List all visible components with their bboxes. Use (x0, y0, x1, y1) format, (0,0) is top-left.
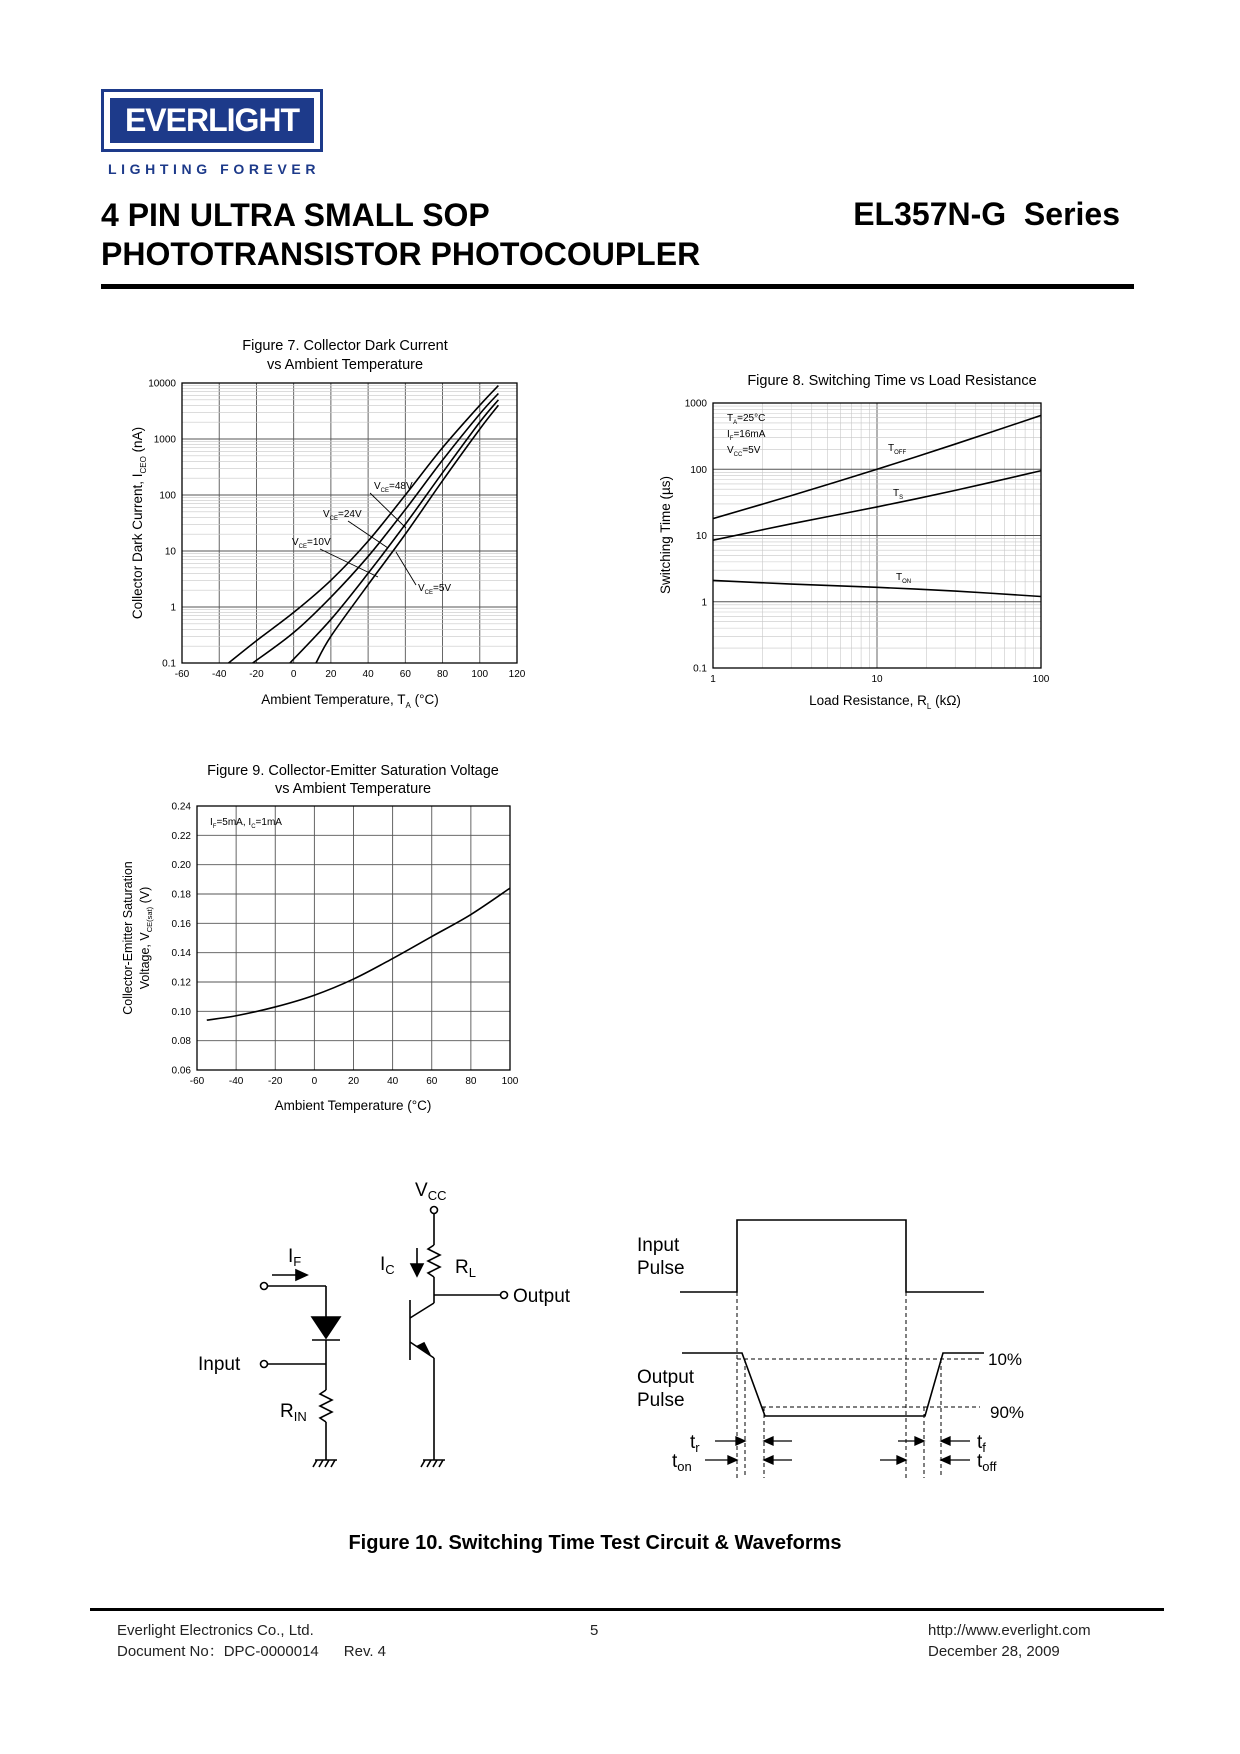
fig7-leader-10v (320, 549, 378, 577)
footer-page-number: 5 (590, 1622, 599, 1639)
footer-date: December 28, 2009 (928, 1643, 1060, 1660)
fig9-x-tick-label: 100 (501, 1076, 519, 1087)
timing-guides (737, 1292, 941, 1478)
figure-10-caption: Figure 10. Switching Time Test Circuit & Waveforms (348, 1532, 842, 1554)
fig9-title-2: vs Ambient Temperature (274, 781, 432, 797)
fig7-label-10v: $V_{CE}=10V$ (292, 537, 331, 550)
figure-9-chart (110, 755, 530, 1125)
footer-left (117, 1620, 386, 1662)
fig9-y-tick-label: 0.24 (171, 801, 191, 813)
output-pulse-label-2: Pulse (637, 1390, 685, 1411)
fig8-x-tick-label: 1 (710, 674, 716, 685)
fig8-title: Figure 8. Switching Time vs Load Resistance (747, 373, 1037, 389)
fig9-series-line-0 (207, 888, 510, 1020)
ton-label: $t_{on}$ (672, 1451, 692, 1474)
input-pulse-wave (680, 1220, 984, 1292)
ground-right (421, 1460, 445, 1467)
fig7-y-tick-label: 1000 (153, 434, 176, 446)
fig9-xlabel: Ambient Temperature (°C) (274, 1098, 432, 1113)
fig8-label-toff: $T_{OFF}$ (888, 443, 907, 456)
fig8-grid (713, 403, 1041, 668)
fig9-x-tick-label: 60 (426, 1076, 438, 1087)
fig7-title-2: vs Ambient Temperature (266, 357, 424, 373)
fig8-y-tick-label: 0.1 (693, 663, 707, 675)
fig8-y-tick-label: 1 (701, 597, 707, 609)
rin-label: $R_{IN}$ (280, 1401, 307, 1424)
ground-left (313, 1460, 337, 1467)
fig7-x-tick-label: 60 (399, 669, 411, 680)
rl-label: $R_L$ (455, 1257, 476, 1280)
fig7-label-24v: $V_{CE}=24V$ (323, 509, 362, 522)
series-name: EL357N-G Series (853, 196, 1120, 232)
level-10-label: 10% (988, 1350, 1023, 1369)
fig8-ylabel: Switching Time (µs) (658, 475, 673, 595)
title-line-2: PHOTOTRANSISTOR PHOTOCOUPLER (101, 236, 701, 272)
input-pulse-label-2: Pulse (637, 1258, 685, 1279)
fig7-y-ticks (148, 379, 176, 670)
fig9-title-1: Figure 9. Collector-Emitter Saturation Voltage (207, 763, 499, 779)
fig9-y-tick-label: 0.20 (171, 860, 191, 872)
rl-resistor (428, 1245, 440, 1277)
fig8-y-tick-label: 1000 (684, 398, 707, 410)
fig7-xlabel: Ambient Temperature, $T_A$ (°C) (261, 692, 439, 710)
fig9-ylabel-2: Voltage, $V_{CE(sat)}$ (V) (138, 886, 154, 990)
fig9-grid (197, 806, 510, 1070)
ic-arrow-head (411, 1264, 423, 1276)
output-terminal (501, 1292, 508, 1299)
fig8-x-ticks (710, 674, 1050, 685)
fig9-x-tick-label: -40 (228, 1076, 244, 1087)
fig9-x-tick-label: -20 (268, 1076, 283, 1087)
everlight-logo (101, 89, 323, 152)
input-terminal (261, 1361, 268, 1368)
fig8-y-tick-label: 100 (690, 464, 707, 476)
fig7-x-tick-label: 100 (471, 669, 489, 680)
fig8-y-ticks (685, 399, 708, 675)
fig7-x-tick-label: 20 (325, 669, 337, 680)
ic-label: $I_C$ (380, 1254, 395, 1277)
tf-label: $t_f$ (977, 1432, 986, 1455)
fig8-cond-ta: $T_A=25^\circ C$ (727, 413, 766, 426)
footer-right (928, 1620, 1091, 1662)
figure-10-diagram (180, 1160, 1060, 1500)
fig9-x-tick-label: 80 (465, 1076, 477, 1087)
if-terminal (261, 1283, 268, 1290)
fig9-x-tick-label: -60 (189, 1076, 205, 1087)
fig7-y-tick-label: 100 (159, 490, 176, 502)
footer-url: http://www.everlight.com (928, 1622, 1091, 1639)
fig9-y-tick-label: 0.22 (171, 830, 191, 842)
fig9-y-tick-label: 0.18 (171, 889, 191, 901)
fig7-label-5v: $V_{CE}=5V$ (418, 583, 452, 596)
fig7-leader-48v (370, 493, 406, 528)
fig7-x-tick-label: 80 (436, 669, 449, 680)
fig9-x-tick-label: 40 (387, 1076, 399, 1087)
fig7-x-tick-label: -60 (174, 669, 190, 680)
fig9-y-tick-label: 0.14 (171, 948, 191, 960)
toff-label: $t_{off}$ (977, 1451, 997, 1474)
logo-text: EVERLIGHT (110, 98, 314, 143)
footer-company: Everlight Electronics Co., Ltd. (117, 1622, 314, 1639)
fig9-x-tick-label: 0 (311, 1076, 318, 1087)
fig7-y-tick-label: 10 (164, 546, 176, 558)
fig7-title-1: Figure 7. Collector Dark Current (242, 338, 448, 354)
fig7-plot-border (182, 383, 517, 663)
figure-7-chart (110, 330, 550, 720)
title-line-1: 4 PIN ULTRA SMALL SOP (101, 197, 490, 233)
fig9-y-tick-label: 0.10 (171, 1006, 191, 1018)
fig7-x-tick-label: -40 (211, 669, 227, 680)
fig7-grid (182, 383, 517, 663)
fig9-condition: $I_F=5mA$, $I_C=1mA$ (210, 817, 282, 830)
header-rule (101, 284, 1134, 289)
fig7-x-ticks (175, 669, 526, 680)
level-90-label: 90% (990, 1403, 1025, 1422)
input-pulse-label-1: Input (637, 1235, 680, 1256)
input-label: Input (198, 1354, 241, 1375)
fig8-xlabel: Load Resistance, $R_L$ (kΩ) (809, 693, 961, 711)
led-diode (312, 1317, 340, 1338)
fig7-y-tick-label: 0.1 (162, 658, 176, 670)
fig9-x-tick-label: 20 (347, 1076, 360, 1087)
fig7-series-line-1 (253, 393, 499, 663)
fig9-y-tick-label: 0.16 (171, 918, 191, 930)
footer-rule (90, 1608, 1164, 1611)
fig9-curves (207, 888, 510, 1020)
fig9-y-ticks (172, 802, 192, 1077)
output-pulse-label-1: Output (637, 1367, 695, 1388)
fig8-cond-if: $I_F=16mA$ (727, 429, 766, 442)
output-label: Output (513, 1286, 571, 1307)
logo-tagline: LIGHTING FOREVER (108, 161, 321, 177)
fig8-x-tick-label: 10 (871, 674, 883, 685)
fig8-x-tick-label: 100 (1032, 674, 1050, 685)
fig7-y-tick-label: 10000 (148, 378, 176, 390)
vcc-terminal (431, 1207, 438, 1214)
if-label: $I_F$ (288, 1246, 302, 1269)
fig8-y-tick-label: 10 (695, 531, 707, 542)
fig7-y-tick-label: 1 (170, 602, 176, 614)
fig7-x-tick-label: 0 (290, 669, 297, 680)
figure-8-chart (650, 365, 1070, 720)
fig7-ylabel: Collector Dark Current, $I_{CEO}$ (nA) (130, 426, 148, 620)
fig7-x-tick-label: 120 (508, 669, 526, 680)
fig8-label-ton: $T_{ON}$ (896, 572, 912, 585)
rin-resistor (320, 1390, 332, 1422)
footer-document: Document No：DPC-0000014 Rev. 4 (117, 1643, 387, 1660)
tr-label: $t_r$ (690, 1432, 700, 1455)
vcc-label: $V_{CC}$ (415, 1180, 447, 1203)
fig8-cond-vcc: $V_{CC}=5V$ (727, 445, 761, 458)
document-title (101, 196, 700, 274)
fig7-x-tick-label: 40 (362, 669, 374, 680)
fig8-label-ts: $T_S$ (893, 488, 904, 501)
fig9-x-ticks (190, 1076, 519, 1087)
fig7-label-48v: $V_{CE}=48V$ (374, 481, 413, 494)
transistor-collector (410, 1303, 434, 1318)
fig9-y-tick-label: 0.12 (171, 977, 191, 989)
fig7-x-tick-label: -20 (249, 669, 264, 680)
fig9-ylabel-1: Collector-Emitter Saturation (121, 861, 135, 1015)
fig9-y-tick-label: 0.08 (171, 1036, 191, 1048)
fig9-y-tick-label: 0.06 (171, 1065, 191, 1077)
if-arrow-head (296, 1270, 307, 1280)
